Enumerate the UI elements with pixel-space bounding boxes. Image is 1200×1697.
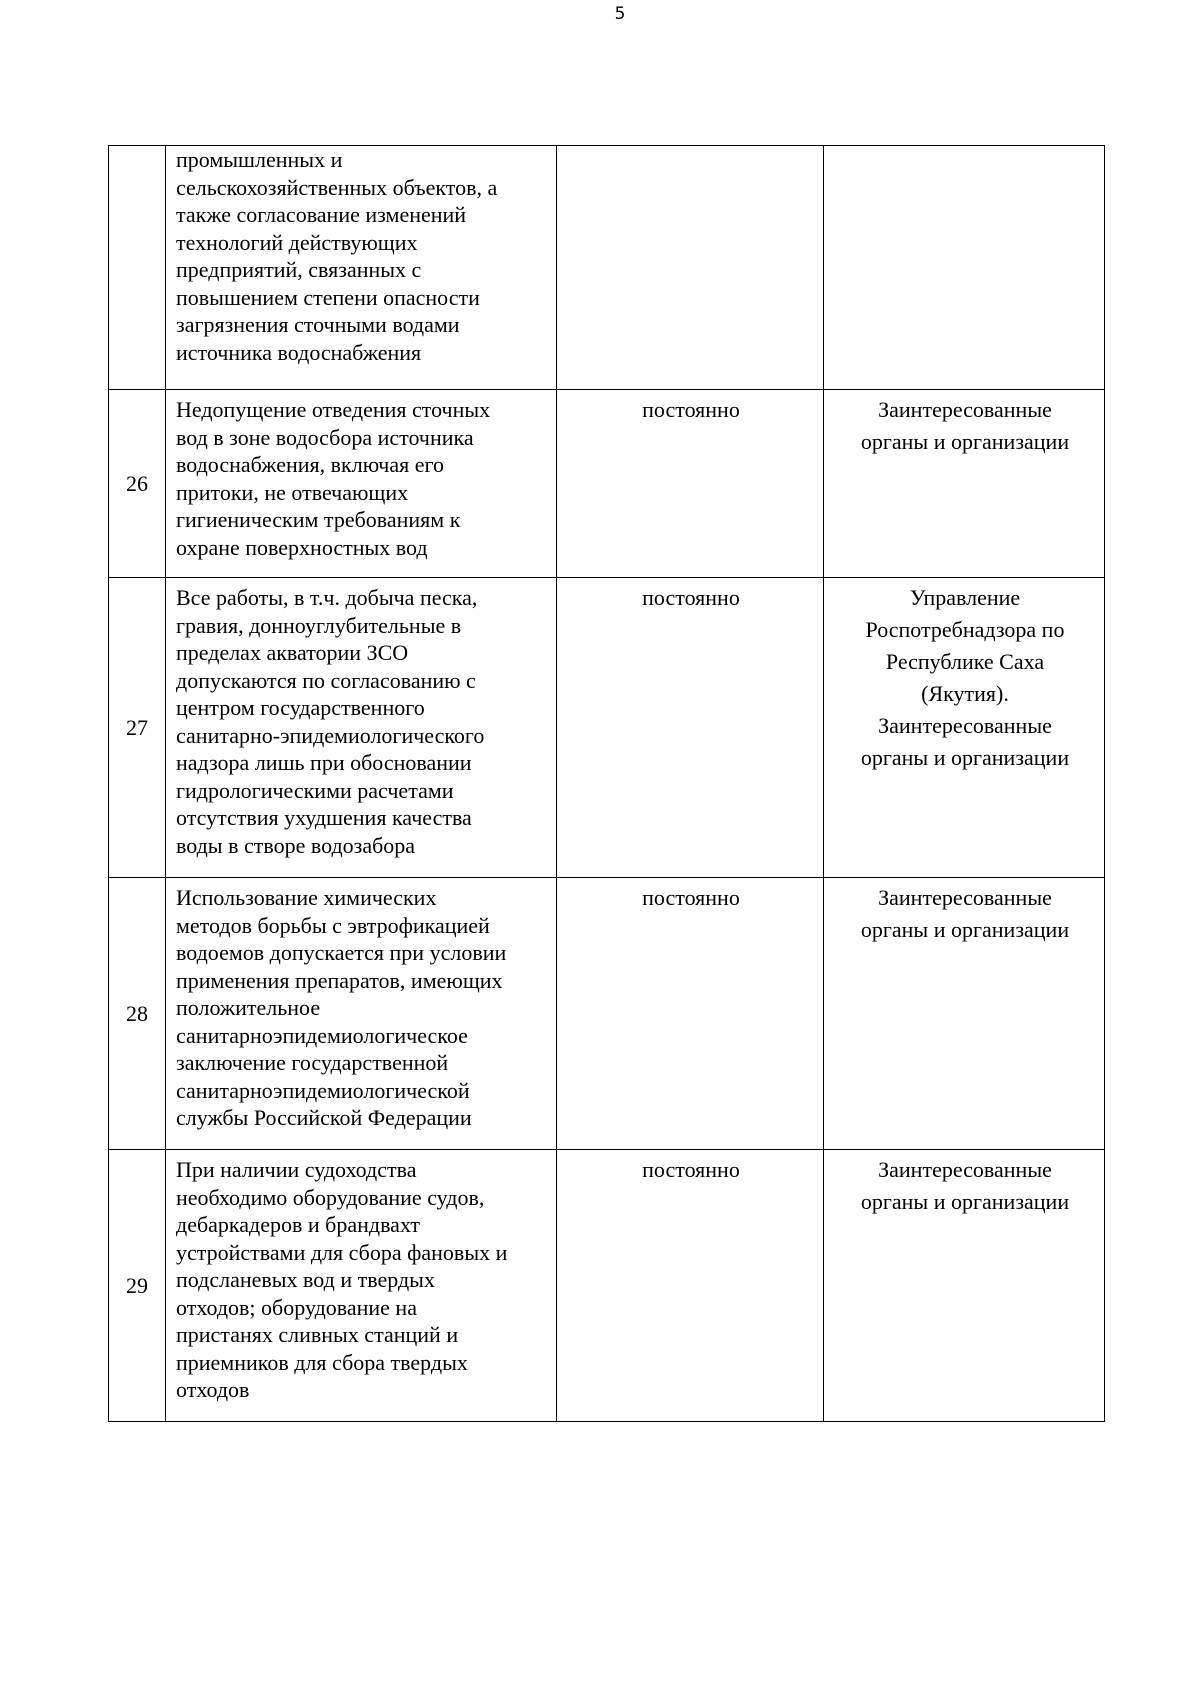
table-row xyxy=(109,1150,1105,1422)
period-text: постоянно xyxy=(557,1150,824,1422)
row-number xyxy=(109,146,166,390)
period-text: постоянно xyxy=(557,878,824,1150)
measure-text: Все работы, в т.ч. добыча песка, гравия, донноуглубительные в пределах акватории ЗСО допускаются по согласованию с центром государственного санитарно-эпидемиологического надзора лишь при обосновании гидрологическими расчетами отсутствия ухудшения качества воды в створе водозабора xyxy=(166,578,557,878)
responsible-text: Управление Роспотребнадзора по Республике Саха (Якутия). Заинтересованные органы и организации xyxy=(824,578,1105,878)
responsible-text xyxy=(824,146,1105,390)
period-text: постоянно xyxy=(557,578,824,878)
page-number: 5 xyxy=(614,4,626,24)
table-row xyxy=(109,146,1105,390)
table-row xyxy=(109,878,1105,1150)
row-number: 26 xyxy=(109,390,166,578)
measure-text: При наличии судоходства необходимо оборудование судов, дебаркадеров и брандвахт устройствами для сбора фановых и подсланевых вод и твердых отходов; оборудование на пристанях сливных станций и приемников для сбора твердых отходов xyxy=(166,1150,557,1422)
measure-text: Использование химических методов борьбы с эвтрофикацией водоемов допускается при условии применения препаратов, имеющих положительное санитарноэпидемиологическое заключение государственной санитарноэпидемиологической службы Российской Федерации xyxy=(166,878,557,1150)
responsible-text: Заинтересованные органы и организации xyxy=(824,390,1105,578)
table-row xyxy=(109,390,1105,578)
measure-text: промышленных и сельскохозяйственных объектов, а также согласование изменений технологий действующих предприятий, связанных с повышением степени опасности загрязнения сточными водами источника водоснабжения xyxy=(166,146,557,390)
period-text xyxy=(557,146,824,390)
table-row xyxy=(109,578,1105,878)
period-text: постоянно xyxy=(557,390,824,578)
responsible-text: Заинтересованные органы и организации xyxy=(824,1150,1105,1422)
row-number: 28 xyxy=(109,878,166,1150)
measure-text: Недопущение отведения сточных вод в зоне водосбора источника водоснабжения, включая его притоки, не отвечающих гигиеническим требованиям к охране поверхностных вод xyxy=(166,390,557,578)
measures-table xyxy=(108,145,1105,1422)
row-number: 27 xyxy=(109,578,166,878)
responsible-text: Заинтересованные органы и организации xyxy=(824,878,1105,1150)
row-number: 29 xyxy=(109,1150,166,1422)
